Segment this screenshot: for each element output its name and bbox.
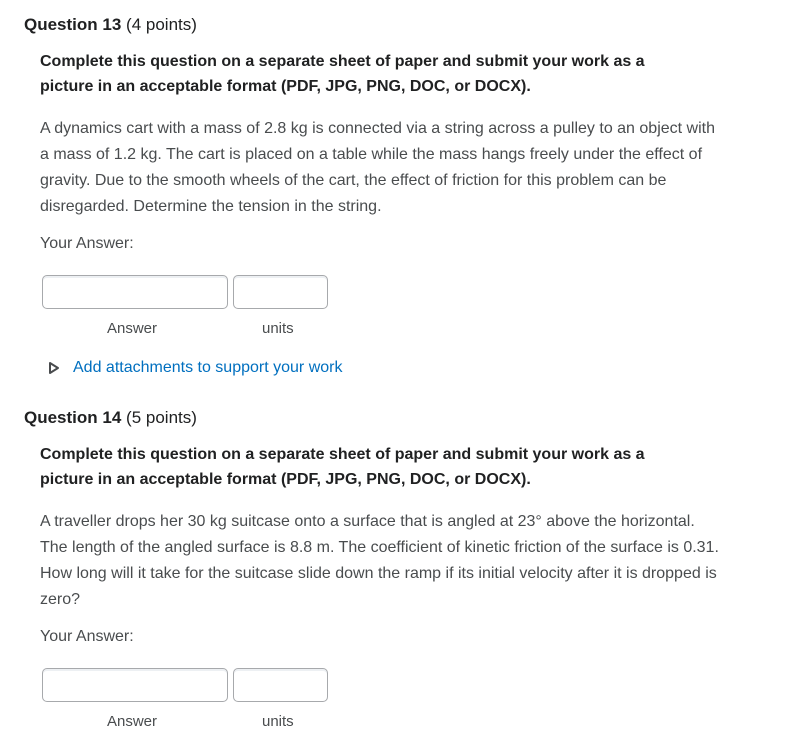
answer-input[interactable] [42,668,228,702]
question-title: Question 13 [24,15,122,34]
question-text: A dynamics cart with a mass of 2.8 kg is connected via a string across a pulley to an object with a mass of 1.2 kg. The cart is placed on a table while the mass hangs freely under the effect of gravity. Due to the smooth wheels of the cart, the effect of friction for this problem can be disregarded. Determine the tension in the string. [40,120,715,215]
answer-field-label: Answer [107,713,158,730]
question-14-header [24,408,197,428]
add-attachments-link[interactable] [48,359,342,377]
question-13-header [24,15,197,35]
your-answer-label: Your Answer: [40,628,134,645]
question-title: Question 14 [24,408,122,427]
question-instructions: Complete this question on a separate sheet of paper and submit your work as a picture in an acceptable format (PDF, JPG, PNG, DOC, or DOCX). [40,53,645,95]
question-points: (4 points) [126,15,197,34]
triangle-right-icon [48,361,60,375]
units-input[interactable] [233,668,328,702]
units-input[interactable] [233,275,328,309]
answer-input[interactable] [42,275,228,309]
question-text: A traveller drops her 30 kg suitcase onto a surface that is angled at 23° above the horizontal. The length of the angled surface is 8.8 m. The coefficient of kinetic friction of the surface is 0.31. How long will it take for the suitcase slide down the ramp if its initial velocity after it is dropped is zero? [40,513,719,608]
question-points: (5 points) [126,408,197,427]
question-instructions: Complete this question on a separate sheet of paper and submit your work as a picture in an acceptable format (PDF, JPG, PNG, DOC, or DOCX). [40,446,645,488]
units-field-label: units [262,320,294,337]
units-field-label: units [262,713,294,730]
your-answer-label: Your Answer: [40,235,134,252]
answer-field-label: Answer [107,320,158,337]
add-attachments-label: Add attachments to support your work [73,359,343,376]
